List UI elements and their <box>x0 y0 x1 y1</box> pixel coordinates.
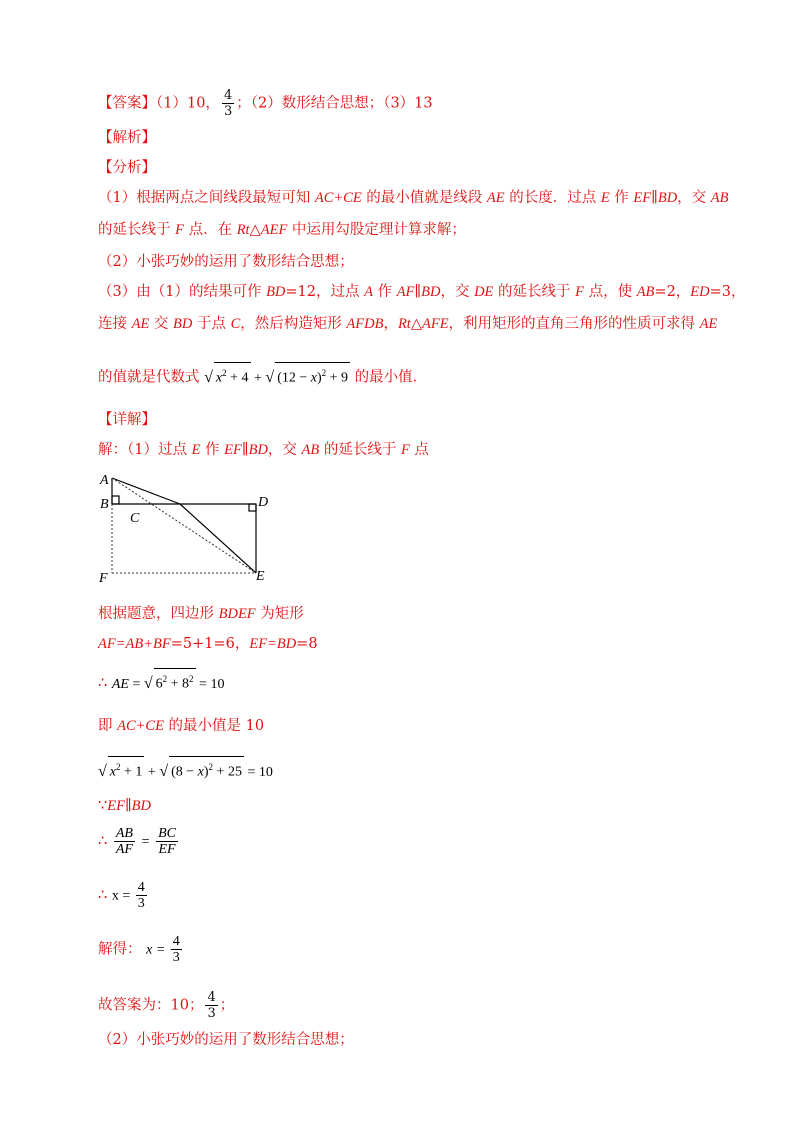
detail-line-8: ∴ $\frac{AB}{AF}$ = $\frac{BC}{EF}$ <box>98 826 176 857</box>
right-angle-b <box>112 496 119 504</box>
geometry-figure <box>92 470 282 588</box>
analysis-line-2: 的延长线于 F 点．在 Rt△AEF 中运用勾股定理计算求解； <box>98 222 466 238</box>
detail-line-3: AF=AB+BF=5+1=6，EF=BD=8 <box>98 636 318 652</box>
detail-line-7: ∵EF∥BD <box>98 798 151 814</box>
label-c: C <box>130 511 140 526</box>
detail-line-2: 根据题意，四边形 BDEF 为矩形 <box>98 606 304 622</box>
detail-line-1: 解：（1）过点 E 作 EF∥BD，交 AB 的延长线于 F 点 <box>98 442 429 458</box>
right-angle-d <box>249 504 256 511</box>
detail-label: 【详解】 <box>98 412 156 428</box>
segment-ce <box>180 504 256 573</box>
detail-line-10: 解得： x = $\frac{4}{3}$ <box>98 934 180 965</box>
analysis-label: 【解析】 <box>98 130 156 146</box>
answer-fraction: $\frac{4}{3}$ <box>223 88 233 119</box>
analysis-line-3: （2）小张巧妙的运用了数形结合思想； <box>98 254 354 270</box>
analysis-line-5: 连接 AE 交 BD 于点 C，然后构造矩形 AFDB，Rt△AFE，利用矩形的直角三角形的性质可求得 AE <box>98 316 718 332</box>
detail-line-12: （2）小张巧妙的运用了数形结合思想； <box>98 1032 354 1048</box>
analysis-line-4: （3）由（1）的结果可作 BD=12，过点 A 作 AF∥BD，交 DE 的延长线于 F 点，使 AB=2，ED=3， <box>98 284 746 300</box>
analysis-line-1: （1）根据两点之间线段最短可知 AC+CE 的最小值就是线段 AE 的长度．过点 E 作 EF∥BD，交 AB <box>98 190 729 206</box>
detail-line-6: √ $x^2 + 1$ + √ $(8 - x)^2 + 25 = 10$ <box>98 756 273 783</box>
label-f: F <box>99 571 108 586</box>
detail-line-9: ∴ x = $\frac{4}{3}$ <box>98 880 145 911</box>
detail-line-11: 故答案为：10； $\frac{4}{3}$ ； <box>98 990 235 1021</box>
fenxi-label: 【分析】 <box>98 160 156 176</box>
label-e: E <box>256 569 265 584</box>
answer-label: 【答案】 <box>98 95 156 112</box>
answer-line: 【答案】（1）10， $\frac{4}{3}$ ；（2）数形结合思想；（3）13 <box>98 88 433 119</box>
label-d: D <box>258 495 269 510</box>
label-b: B <box>100 497 109 512</box>
algebraic-expression: √ $x^2 + 4$ + √ $(12 - x)^2 + 9$ <box>204 371 350 386</box>
label-a: A <box>100 473 109 488</box>
detail-line-5: 即 AC+CE 的最小值是 10 <box>98 718 265 734</box>
detail-line-4: ∴ AE = √ $6^2 + 8^2 = 10$ <box>98 668 224 695</box>
analysis-line-6: 的值就是代数式 √ $x^2 + 4$ + √ $(12 - x)^2 + 9$ 的最小值． <box>98 362 427 389</box>
